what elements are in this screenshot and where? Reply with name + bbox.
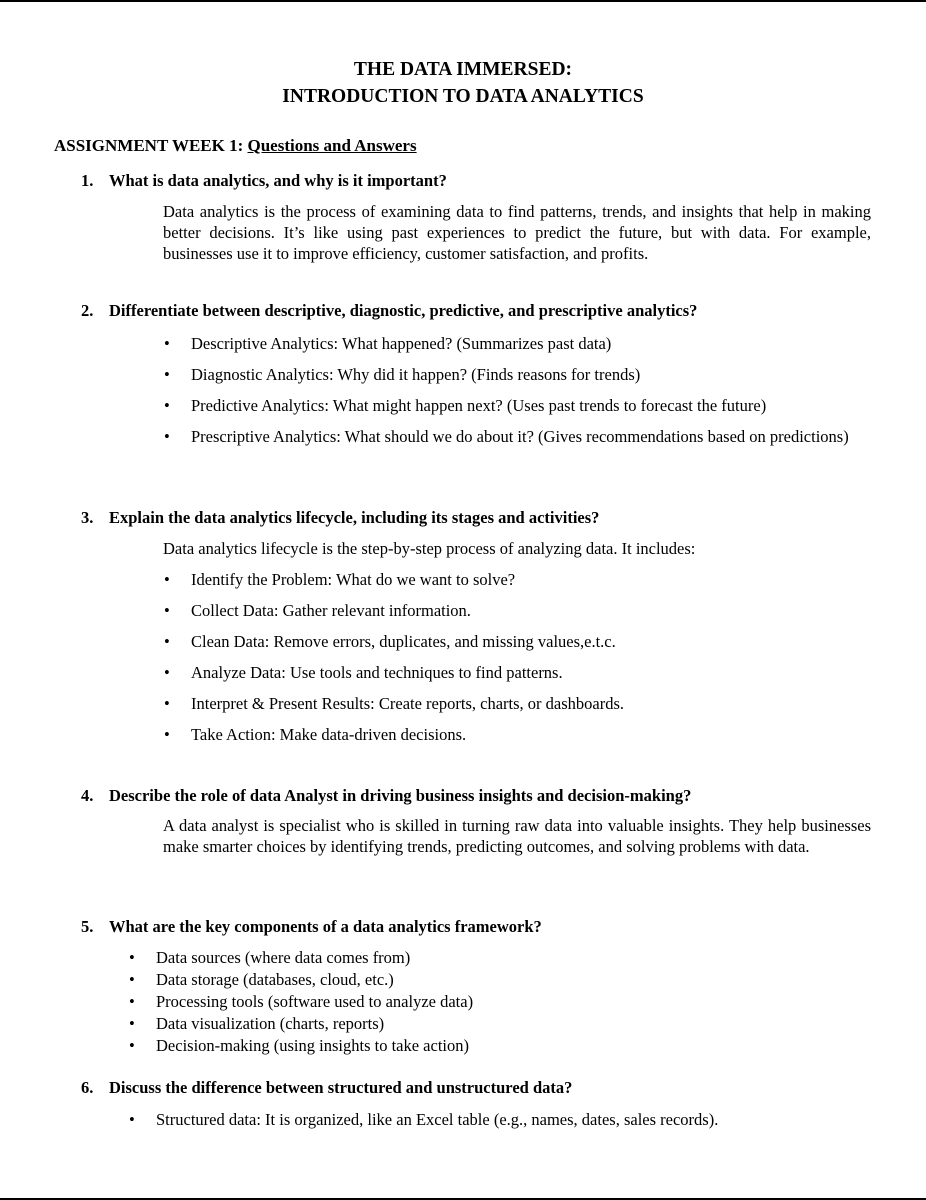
question-number: 2.: [81, 301, 94, 320]
list-item: • Data sources (where data comes from): [156, 947, 871, 968]
answer-4-paragraph: A data analyst is specialist who is skilled in turning raw data into valuable insights. They help businesses make smarter choices by identifying trends, predicting outcomes, and solving problems with data.: [163, 816, 871, 856]
assignment-heading-underlined: Questions and Answers: [247, 136, 417, 155]
list-item: • Descriptive Analytics: What happened? (Summarizes past data): [191, 333, 871, 354]
answer-3-intro: Data analytics lifecycle is the step-by-step process of analyzing data. It includes:: [163, 539, 696, 558]
question-text: Differentiate between descriptive, diagnostic, predictive, and prescriptive analytics?: [109, 301, 698, 320]
assignment-heading: [54, 135, 417, 156]
list-item: • Identify the Problem: What do we want to solve?: [191, 569, 871, 590]
question-text: Describe the role of data Analyst in driving business insights and decision-making?: [109, 786, 692, 805]
question-text: What are the key components of a data analytics framework?: [109, 917, 542, 936]
document-title-line-2: INTRODUCTION TO DATA ANALYTICS: [282, 86, 644, 107]
question-text: Discuss the difference between structured and unstructured data?: [109, 1078, 573, 1097]
list-item: • Analyze Data: Use tools and techniques to find patterns.: [191, 662, 871, 683]
list-item: • Decision-making (using insights to take action): [156, 1035, 871, 1056]
list-item: • Collect Data: Gather relevant information.: [191, 600, 871, 621]
list-item: • Processing tools (software used to analyze data): [156, 991, 871, 1012]
assignment-heading-prefix: ASSIGNMENT WEEK 1:: [54, 136, 248, 155]
question-text: Explain the data analytics lifecycle, including its stages and activities?: [109, 508, 600, 527]
list-item: • Take Action: Make data-driven decisions.: [191, 724, 871, 745]
list-item: • Interpret & Present Results: Create reports, charts, or dashboards.: [191, 693, 871, 714]
question-4: [81, 785, 691, 806]
question-text: What is data analytics, and why is it important?: [109, 171, 447, 190]
question-1: [81, 170, 447, 191]
list-item: • Data visualization (charts, reports): [156, 1013, 871, 1034]
list-item: • Diagnostic Analytics: Why did it happen? (Finds reasons for trends): [191, 364, 871, 385]
question-number: 3.: [81, 508, 94, 527]
question-number: 1.: [81, 171, 94, 190]
list-item: • Clean Data: Remove errors, duplicates, and missing values,e.t.c.: [191, 631, 871, 652]
document-title-line-1: THE DATA IMMERSED:: [353, 59, 573, 80]
question-number: 5.: [81, 917, 94, 936]
question-6: [81, 1077, 572, 1098]
answer-1-paragraph: Data analytics is the process of examining data to find patterns, trends, and insights that help in making better decisions. It’s like using past experiences to predict the future, but with data. For example, businesses use it to improve efficiency, customer satisfaction, and profits.: [163, 202, 871, 263]
top-border-line: [0, 0, 926, 2]
question-3: [81, 507, 599, 528]
list-item: • Structured data: It is organized, like an Excel table (e.g., names, dates, sales records).: [156, 1109, 871, 1130]
list-item: • Predictive Analytics: What might happen next? (Uses past trends to forecast the future): [191, 395, 871, 416]
question-2: [81, 300, 697, 321]
list-item: • Data storage (databases, cloud, etc.): [156, 969, 871, 990]
question-5: [81, 916, 542, 937]
question-number: 4.: [81, 786, 94, 805]
question-number: 6.: [81, 1078, 94, 1097]
list-item: • Prescriptive Analytics: What should we do about it? (Gives recommendations based on predictions): [191, 426, 871, 447]
